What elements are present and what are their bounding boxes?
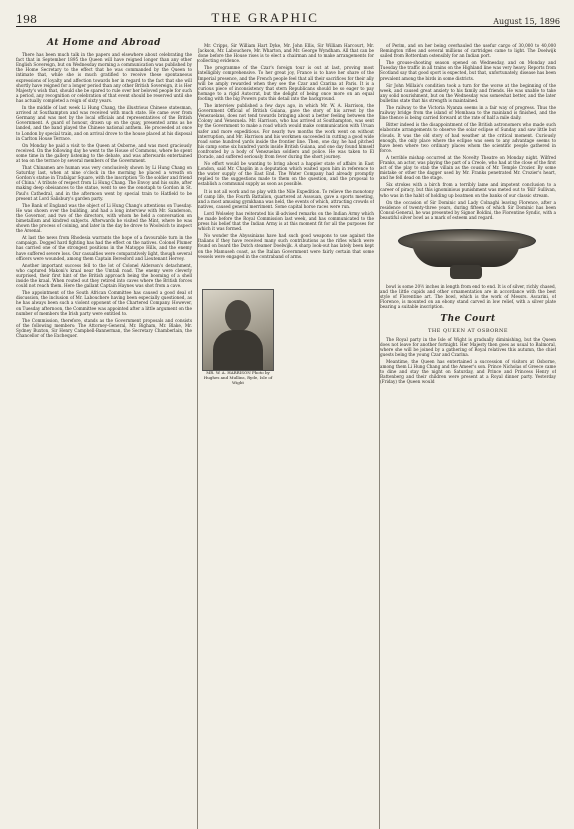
paragraph: The Commission, therefore, stands as the Government proposals and consists of the following members: The Attorney-General, Mr. Bigham, Mr. Blake, Mr. Sydney Buxton, Sir Henry Campbell-Bannerman, the Secretary Chamberlain, the Chancellor of the Exchequer. xyxy=(16,317,192,338)
paragraph: In the middle of last week Li Hung Chang, the illustrious Chinese statesman, arrived at Southampton and was received with much state. He came over from Germany and was met by the local officials and representatives of the British Government. A guard of honour, drawn up on the quay, presented arms as he landed, and the band played the Chinese national anthem. He proceeded at once to London by special train, and on arrival drove to the house placed at his disposal in Carlton House Terrace. xyxy=(16,105,192,141)
paragraph: The railway to the Victoria Nyanza seems in a fair way of progress. Thus the railway bridge from the island of Mombasa to the mainland is finished, and the line thence is being carried forward at the rate of half a mile daily. xyxy=(380,105,556,121)
paragraph: The appointment of the South African Committee has caused a good deal of discussion, the inclusion of Mr. Labouchere having been especially questioned, as he has always been such a violent opponent of the Chartered Company. However, on Tuesday afternoon, the Committee was appointed after a little argument on the number of members the Irish party were entitled to. xyxy=(16,290,192,316)
masthead: THE GRAPHIC xyxy=(211,10,319,25)
column-2 xyxy=(198,33,374,799)
issue-date: August 15, 1896 xyxy=(493,17,560,26)
portrait-body xyxy=(213,330,263,370)
paragraph: The programme of the Czar's foreign tour is out at last, proving most intelligibly comprehensive. To her great joy, France is to have her share of the Imperial presence, and the French people feel that all their sacrifices for their ally will be amply rewarded when they see the Czar and Czarina at Paris. It is a curious piece of inconsistency that stern Republicans should be so eager to pay homage to a rigid Autocrat, but the delight of being once more on an equal footing with the big Powers puts this detail into the background. xyxy=(198,65,374,101)
page-number: 198 xyxy=(16,13,37,26)
paragraph: The Bank of England was the object of Li Hung Chang's attentions on Tuesday. He was shown over the building, and had a long interview with Mr. Sanderson, the Governor, and two of the directors, with whom he held a conversation on bimetallism and kindred subjects. Afterwards he visited the Mint, where he was shown the process of coining, and later in the day he drove to Woolwich to inspect the Arsenal. xyxy=(16,202,192,234)
paragraph: No wonder the Abyssinians have had such good weapons to use against the Italians if they have received many such contributions as the rifles which were found on board the Dutch steamer Doelwijk. A sharp look-out has lately been kept on the Mamuseh coast, as the Italian Government were fairly certain that some vessels were engaged in the contraband of arms. xyxy=(198,233,374,259)
column-rule-1 xyxy=(197,59,198,829)
paragraph: Sir John Millais's condition took a turn for the worse at the beginning of the week, and caused great anxiety to his family and friends. He was unable to take any solid nourishment, but on the Wednesday was somewhat better, and the later bulletins state that his strength is maintained. xyxy=(380,82,556,103)
court-text xyxy=(380,337,556,385)
bowl-body xyxy=(412,241,520,267)
column-1 xyxy=(16,33,192,799)
court-subtitle: THE QUEEN AT OSBORNE xyxy=(428,327,508,334)
column-rule-2 xyxy=(379,59,380,829)
paragraph: On Monday he paid a visit to the Queen at Osborne, and was most graciously received. On the following day he went to the House of Commons, where he spent some time in the gallery listening to the debate, and was afterwards entertained at tea on the terrace by several members of the Government. xyxy=(16,142,192,163)
paragraph: Bitter indeed is the disappointment of the British astronomers who made such elaborate arrangements to observe the solar eclipse of Sunday and saw little but clouds. It was the old story of bad weather at the critical moment. Curiously enough, the only place where the eclipse was seen to any advantage seems to have been where two ordinary places whom the scientific people gathered in force. xyxy=(380,122,556,153)
paragraph: of Perim, and on her being overhauled the usefur cargo of 30,000 to 40,000 Remington rifles and several millions of cartridges came to light. The Doelwijk sailed from Rotterdam ostensibly for an Indian port. xyxy=(380,43,556,59)
paragraph: A terrible mishap occurred at the Novelty Theatre on Monday night. Wilfred Franks, an actor, was playing the part of a Creole, who had at the close of the first act of the play to stab the villain as the cousin of Mr. Temple Crozier. By some mistake or other the dagger used by Mr. Franks penetrated Mr. Crozier's heart, and he fell dead on the stage. xyxy=(380,154,556,181)
paragraph: On the occasion of Sir Dominic and Lady Colnaghi leaving Florence, after a residence of twenty-three years, during fifteen of which Sir Dominic has been Consul-General, he was presented by Signor Boldini, the Florentine Syndic, with a beautiful silver bowl as a mark of esteem and regard. xyxy=(380,199,556,220)
column-3-text xyxy=(380,43,556,220)
paragraph: The grouse-shooting season opened on Wednesday, and on Monday and Tuesday the traffic in all trains on the Highland line was very heavy. Reports from Scotland say that good sport is expected, but that, unfortunately, disease has been prevalent among the birds in some districts. xyxy=(380,60,556,81)
portrait-caption: MR. W. A. HARRISON Photo by Hughes and Mullins, Ryde, Isle of Wight xyxy=(203,370,273,385)
silver-bowl-figure xyxy=(386,223,546,281)
paragraph: The interview published a few days ago, in which Mr. W. A. Harrison, the Government Official of British Guiana, gave the story of his arrest by the Venezuelans, does not tend towards bringing about a better feeling between the Colony and Venezuela. Mr. Harrison, who has arrived at Southampton, was sent by the Government to make a road which would make communication with Uruan safer and more expeditious. For nearly two months the work went on without interruption, and Mr. Harrison and his workmen succeeded in cutting a good wide road some hundred yards inside the frontier line. Then, one day, he had pitched his camp some six hundred yards inside British Guiana, and one day found himself confronted by a body of Venezuelan soldiers and police. He was taken to El Dorado, and suffered seriously from fever during the short journey. xyxy=(198,103,374,159)
paragraph: The Royal party in the Isle of Wight is gradually diminishing, but the Queen does not leave for another fortnight. Her Majesty then goes as usual to Balmoral, where she will be joined by a gathering of Royal relatives this autumn, the chief guests being the young Czar and Czarina. xyxy=(380,336,556,357)
column-3-text-after-figure xyxy=(380,284,556,309)
page-header xyxy=(16,6,560,27)
paragraph: Meantime, the Queen has entertained a succession of visitors at Osborne, among them Li Hung Chang and the Ameer's son. Prince Nicholas of Greece came to dine and stay the night on Saturday, and Prince and Princess Henry of Battenberg and their children were present at a Royal dinner party. Yesterday (Friday) the Queen would xyxy=(380,359,556,385)
paragraph: There has been much talk in the papers and elsewhere about celebrating the fact that in September 1895 the Queen will have reigned longer than any other English Sovereign, but on Wednesday morning a communication was published by the Home Secretary to the effect that he was commanded by the Queen to intimate that, while she is much gratified to receive these spontaneous expressions of loyalty and affection towards her in regard to the fact that she will shortly have reigned for a longer period than any other British Sovereign, it is Her Majesty's wish that, should she be spared to rule over her beloved people for such a period, any recognition or celebration of that event should be reserved until she has actually completed a reign of sixty years. xyxy=(16,52,192,103)
paragraph: No effort would be wanting to bring about a happier state of affairs in East London, said Mr. Chaplin in a deputation which waited upon him in reference to the water supply of the East End. The Water Company had already promptly replied to the suggestions made to them on the question, and the proposal to establish a communal supply as soon as possible. xyxy=(198,161,374,187)
paragraph: Lord Wolseley has reiterated his ill-advised remarks on the Indian Army which he made before the Royal Commission last week, and has communicated to the press his belief that the Indian Army is at this moment fit for all the purposes for which it was formed. xyxy=(198,210,374,232)
section-title-home-abroad: At Home and Abroad xyxy=(47,38,161,48)
columns xyxy=(16,33,560,799)
paragraph: bowl is some 20½ inches in length from end to end. It is of silver, richly chased, and the little cupids and other ornamentation are in accordance with the best style of Florentine art. The bowl, which is the work of Messrs. Ascarini, of Florence, is mounted on an ebony stand carved in low relief, with a silver plate bearing a suitable inscription. xyxy=(380,284,556,310)
paragraph: Six strokes with a birch from a terribly lame and impotent conclusion to a career of piracy, but this ignominious punishment was meted out to 'Bill' Sullivan, who was in the habit of holding up boatmen on the banks of our classic stream. xyxy=(380,182,556,198)
column-1-text xyxy=(16,52,192,338)
portrait-head xyxy=(225,300,251,332)
paragraph: It is not all work and no play with the Nile Expedition. To relieve the monotony of camp life, the Fourth Battalion, quartered at Assouan, gave a sports meeting, and a most amusing gymkhana was held, the events of which, attracting crowds of natives, caused general merriment. Some capital horse races were run. xyxy=(198,188,374,209)
paragraph: Mr. Cripps, Sir William Hart Dyke, Mr. John Ellis, Sir William Harcourt, Mr. Jackson, Mr. Labouchere, Mr. Wharton, and Mr. George Wyndham. All that can be done before the House rises is to elect a chairman and to make arrangements for collecting evidence. xyxy=(198,43,374,64)
paragraph: At last the news from Rhodesia warrants the hope of a favourable turn in the campaign. Dogged hard fighting has had the effect on the natives. Colonel Plumer has carried one of the strongest positions in the Matoppo Hills, and the enemy have suffered severe loss. Our casualties were comparatively light, though several officers were wounded, among them Captain Beresford and Lieutenant Hervey. xyxy=(16,235,192,261)
paragraph: Another important success fell to the lot of Colonel Alderson's detachment, who captured Makoni's kraal near the Umtali road. The enemy were cleverly surprised, their first hint of the British approach being the booming of a shell inside the kraal. When routed out they retired into caves where the British forces could not reach them. Here the gallant Captain Haynes was shot from a cave. xyxy=(16,262,192,289)
paragraph: That Chinamen are human was very conclusively shown by Li Hung Chang on Saturday last, when at nine o'clock in the morning he placed a wreath on Gordon's statue in Trafalgar Square, with the inscription 'To the soldier and friend of China.' A tribute of respect from Li Hung Chang. The Envoy and his suite, after making deep obeisances to the statue, went to see the cenotaph to Gordon in St. Paul's Cathedral, and in the afternoon went by special train to Hatfield to be present at Lord Salisbury's garden party. xyxy=(16,165,192,201)
portrait-figure xyxy=(202,289,274,371)
column-2-text xyxy=(198,43,374,259)
column-3 xyxy=(380,33,556,799)
section-title-court: The Court xyxy=(440,314,496,325)
bowl-stand xyxy=(450,265,482,279)
